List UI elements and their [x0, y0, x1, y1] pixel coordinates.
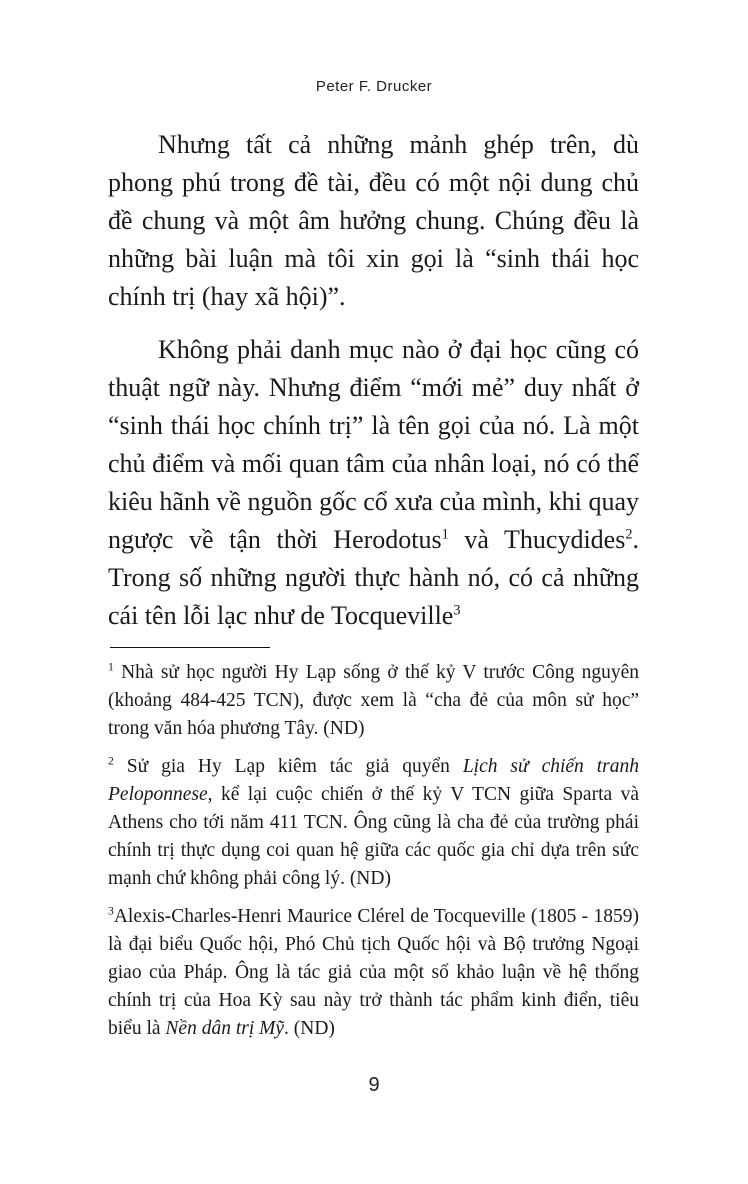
footnote-3-book-title: Nền dân trị Mỹ — [165, 1018, 285, 1039]
footnote-3-text-b: . (ND) — [284, 1018, 335, 1039]
footnote-2-text-b: , kể lại cuộc chiến ở thế kỷ V TCN giữa Sparta và Athens cho tới năm 411 TCN. Ông cũng là cha đẻ của trường phái chính trị thực dụng coi quan hệ giữa các quốc gia chỉ dựa trên sức mạnh chứ không phải công lý. (ND) — [108, 784, 639, 889]
footnote-1-text: Nhà sử học người Hy Lạp sống ở thế kỷ V trước Công nguyên (khoảng 484-425 TCN), được xem là “cha đẻ của môn sử học” trong văn hóa phương Tây. (ND) — [108, 662, 639, 739]
footnote-3-mark: 3 — [108, 904, 114, 918]
paragraph-1: Nhưng tất cả những mảnh ghép trên, dù phong phú trong đề tài, đều có một nội dung chủ đề chung và một âm hưởng chung. Chúng đều là những bài luận mà tôi xin gọi là “sinh thái học chính trị (hay xã hội)”. — [108, 130, 639, 311]
footnote-1 — [108, 659, 639, 743]
footnote-3-text-a: Alexis-Charles-Henri Maurice Clérel de Tocqueville (1805 - 1859) là đại biểu Quốc hội, Phó Chủ tịch Quốc hội và Bộ trưởng Ngoại giao của Pháp. Ông là tác giả của một số khảo luận về hệ thống chính trị của Hoa Kỳ sau này trở thành tác phẩm kinh điển, tiêu biểu là — [108, 906, 639, 1039]
footnote-3 — [108, 903, 639, 1043]
footnote-divider — [110, 647, 270, 648]
footnote-2-mark: 2 — [108, 754, 114, 768]
footnote-ref-1: 1 — [441, 526, 449, 543]
paragraph-2-part-c: . Trong số những người thực hành nó, có cả những cái tên lỗi lạc như de Tocqueville — [108, 525, 639, 630]
footnote-2-book-title: Lịch sử chiến tranh Peloponnese — [108, 756, 639, 805]
footnote-ref-2: 2 — [625, 526, 633, 543]
body-text — [108, 126, 639, 635]
paragraph-2-part-a: Không phải danh mục nào ở đại học cũng có thuật ngữ này. Nhưng điểm “mới mẻ” duy nhất ở “sinh thái học chính trị” là tên gọi của nó. Là một chủ điểm và mối quan tâm của nhân loại, nó có thể kiêu hãnh về nguồn gốc cổ xưa của mình, khi quay ngược về tận thời Herodotus — [108, 335, 639, 554]
page-number: 9 — [368, 1074, 380, 1096]
paragraph-2 — [108, 331, 639, 635]
running-header: Peter F. Drucker — [315, 78, 433, 95]
footnotes — [108, 659, 639, 1053]
footnote-2-text-a: Sử gia Hy Lạp kiêm tác giả quyển — [113, 756, 463, 777]
footnote-2 — [108, 753, 639, 893]
footnote-ref-3: 3 — [453, 602, 461, 619]
footnote-1-mark: 1 — [108, 660, 114, 674]
paragraph-2-part-b: và Thucydides — [448, 525, 626, 554]
